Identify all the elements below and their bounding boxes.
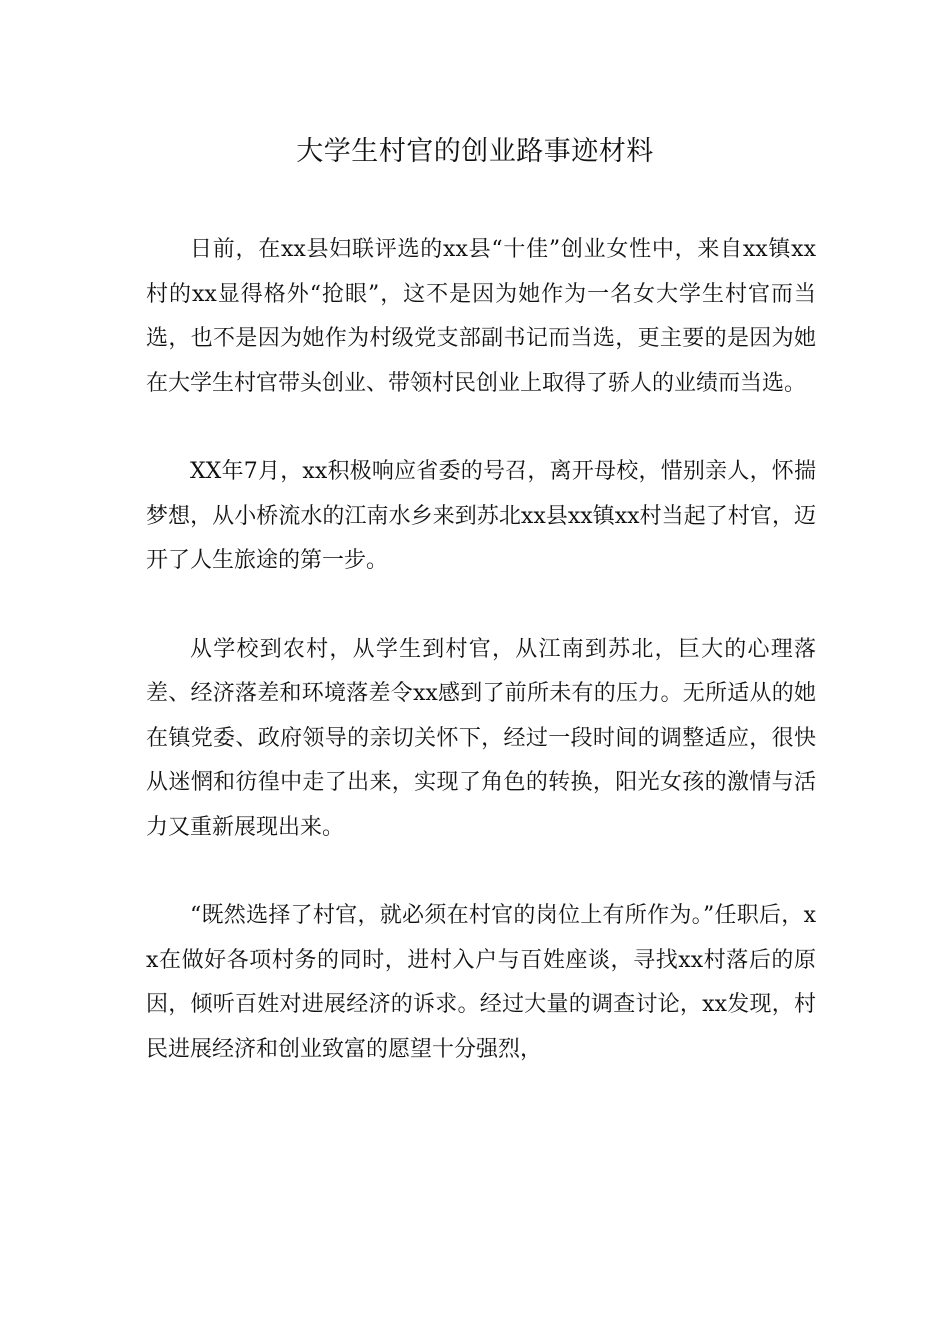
- paragraph-3: 从学校到农村，从学生到村官，从江南到苏北，巨大的心理落差、经济落差和环境落差令xx感到了前所未有的压力。无所适从的她在镇党委、政府领导的亲切关怀下，经过一段时间的调整适应，很快从迷惘和彷徨中走了出来，实现了角色的转换，阳光女孩的激情与活力又重新展现出来。: [146, 636, 816, 840]
- paragraph-1: 日前，在xx县妇联评选的xx县“十佳”创业女性中，来自xx镇xx村的xx显得格外“抢眼”，这不是因为她作为一名女大学生村官而当选，也不是因为她作为村级党支部副书记而当选，更主要的是因为她在大学生村官带头创业、带领村民创业上取得了骄人的业绩而当选。: [146, 237, 816, 396]
- document-body: [146, 228, 816, 1116]
- document-title: 大学生村官的创业路事迹材料: [296, 136, 654, 167]
- paragraph-4: “既然选择了村官，就必须在村官的岗位上有所作为。”任职后，xx在做好各项村务的同时，进村入户与百姓座谈，寻找xx村落后的原因，倾听百姓对进展经济的诉求。经过大量的调查讨论，xx发现，村民进展经济和创业致富的愿望十分强烈，: [146, 903, 816, 1062]
- paragraph-2: XX年7月，xx积极响应省委的号召，离开母校，惜别亲人，怀揣梦想，从小桥流水的江南水乡来到苏北xx县xx镇xx村当起了村官，迈开了人生旅途的第一步。: [146, 459, 816, 573]
